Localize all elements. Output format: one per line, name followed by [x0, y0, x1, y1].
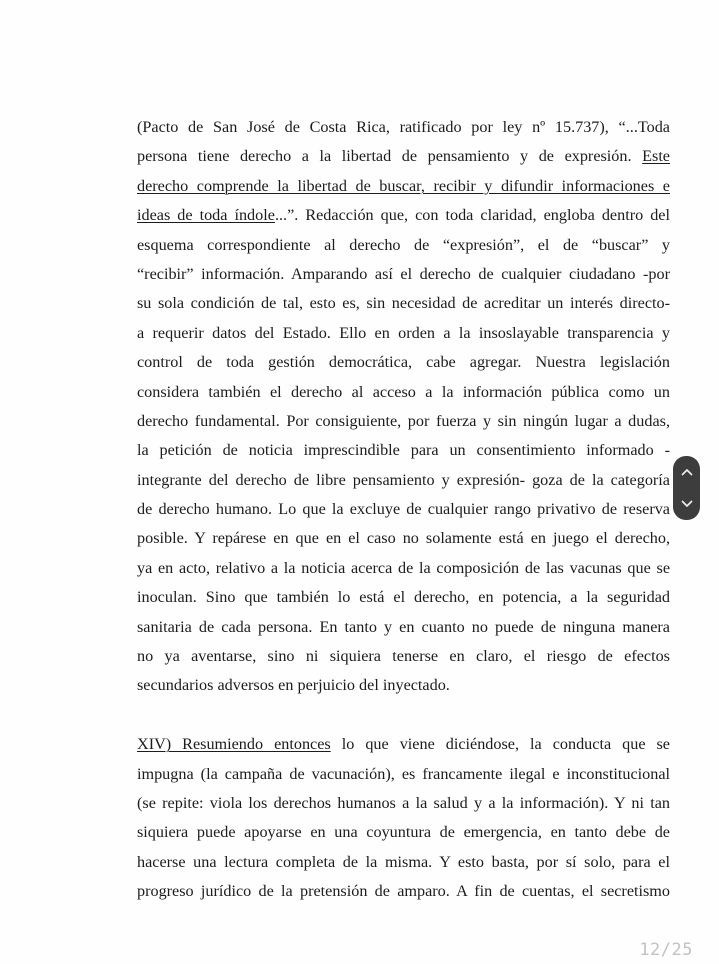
text-line [137, 583, 670, 612]
text-segment: integrante del derecho de libre pensamiento y expresión- goza de la categoría [137, 470, 670, 489]
text-line [137, 524, 670, 553]
text-line [137, 760, 670, 789]
text-segment: sanitaria de cada persona. En tanto y en cuanto no puede de ninguna manera [137, 617, 670, 636]
text-line [137, 260, 670, 289]
text-segment: inoculan. Sino que también lo está el derecho, en potencia, a la seguridad [137, 588, 670, 607]
text-line [137, 848, 670, 877]
text-segment: derecho fundamental. Por consiguiente, por fuerza y sin ningún lugar a dudas, [137, 411, 670, 430]
text-segment: de derecho humano. Lo que la excluye de cualquier rango privativo de reserva [137, 500, 670, 519]
text-line [137, 642, 670, 671]
underlined-text: derecho comprende la libertad de buscar, recibir y difundir informaciones e [137, 176, 670, 195]
text-line [137, 348, 670, 377]
text-segment: lo que viene diciéndose, la conducta que se [330, 735, 670, 754]
text-segment: (se repite: viola los derechos humanos a la salud y a la información). Y ni tan [137, 793, 670, 812]
text-segment: progreso jurídico de la pretensión de amparo. A fin de cuentas, el secretismo [137, 882, 670, 901]
underlined-text: XIV) Resumiendo entonces [137, 735, 331, 754]
scroll-up-button[interactable] [673, 457, 700, 487]
paragraph [137, 113, 670, 701]
text-line [137, 378, 670, 407]
text-line [137, 201, 670, 230]
text-line [137, 495, 670, 524]
text-line [137, 289, 670, 318]
text-segment: “recibir” información. Amparando así el derecho de cualquier ciudadano -por [137, 264, 670, 283]
text-segment: a requerir datos del Estado. Ello en orden a la insoslayable transparencia y [137, 323, 670, 342]
page-scroll-control [673, 456, 700, 520]
underlined-text: Este [642, 147, 670, 166]
text-segment: la petición de noticia imprescindible para un consentimiento informado - [137, 441, 670, 460]
text-segment: (Pacto de San José de Costa Rica, ratificado por ley nº 15.737), “...Toda [137, 118, 670, 136]
text-line [137, 407, 670, 436]
document-body [137, 113, 670, 907]
text-line [137, 671, 670, 700]
paragraph [137, 730, 670, 906]
text-line [137, 613, 670, 642]
text-segment: esquema correspondiente al derecho de “expresión”, el de “buscar” y [137, 235, 670, 254]
page-indicator: 12/25 [639, 940, 693, 960]
text-segment: hacerse una lectura completa de la misma. Y esto basta, por sí solo, para el [137, 852, 670, 871]
text-segment: ...”. Redacción que, con toda claridad, engloba dentro del [274, 206, 670, 225]
text-line [137, 319, 670, 348]
text-segment: persona tiene derecho a la libertad de pensamiento y de expresión. [137, 147, 643, 166]
text-line [137, 172, 670, 201]
text-segment: su sola condición de tal, esto es, sin necesidad de acreditar un interés directo- [137, 294, 670, 313]
text-line [137, 730, 670, 759]
text-segment: no ya aventarse, sino ni siquiera tenerse en claro, el riesgo de efectos [137, 647, 670, 666]
text-segment: control de toda gestión democrática, cabe agregar. Nuestra legislación [137, 353, 670, 372]
text-line [137, 554, 670, 583]
text-segment: impugna (la campaña de vacunación), es francamente ilegal e inconstitucional [137, 764, 670, 783]
text-line [137, 818, 670, 847]
text-segment: ya en acto, relativo a la noticia acerca de la composición de las vacunas que se [137, 558, 670, 577]
text-line [137, 466, 670, 495]
chevron-down-icon [681, 500, 693, 508]
chevron-up-icon [681, 468, 693, 476]
text-segment: considera también el derecho al acceso a la información pública como un [137, 382, 670, 401]
scroll-down-button[interactable] [673, 489, 700, 519]
text-line [137, 113, 670, 142]
text-line [137, 877, 670, 906]
text-line [137, 789, 670, 818]
text-segment: siquiera puede apoyarse en una coyuntura de emergencia, en tanto debe de [137, 823, 670, 842]
text-line [137, 231, 670, 260]
underlined-text: ideas de toda índole [137, 206, 275, 225]
text-line [137, 436, 670, 465]
text-line [137, 142, 670, 171]
text-segment: secundarios adversos en perjuicio del inyectado. [137, 676, 450, 695]
text-segment: posible. Y repárese en que en el caso no solamente está en juego el derecho, [137, 529, 670, 548]
